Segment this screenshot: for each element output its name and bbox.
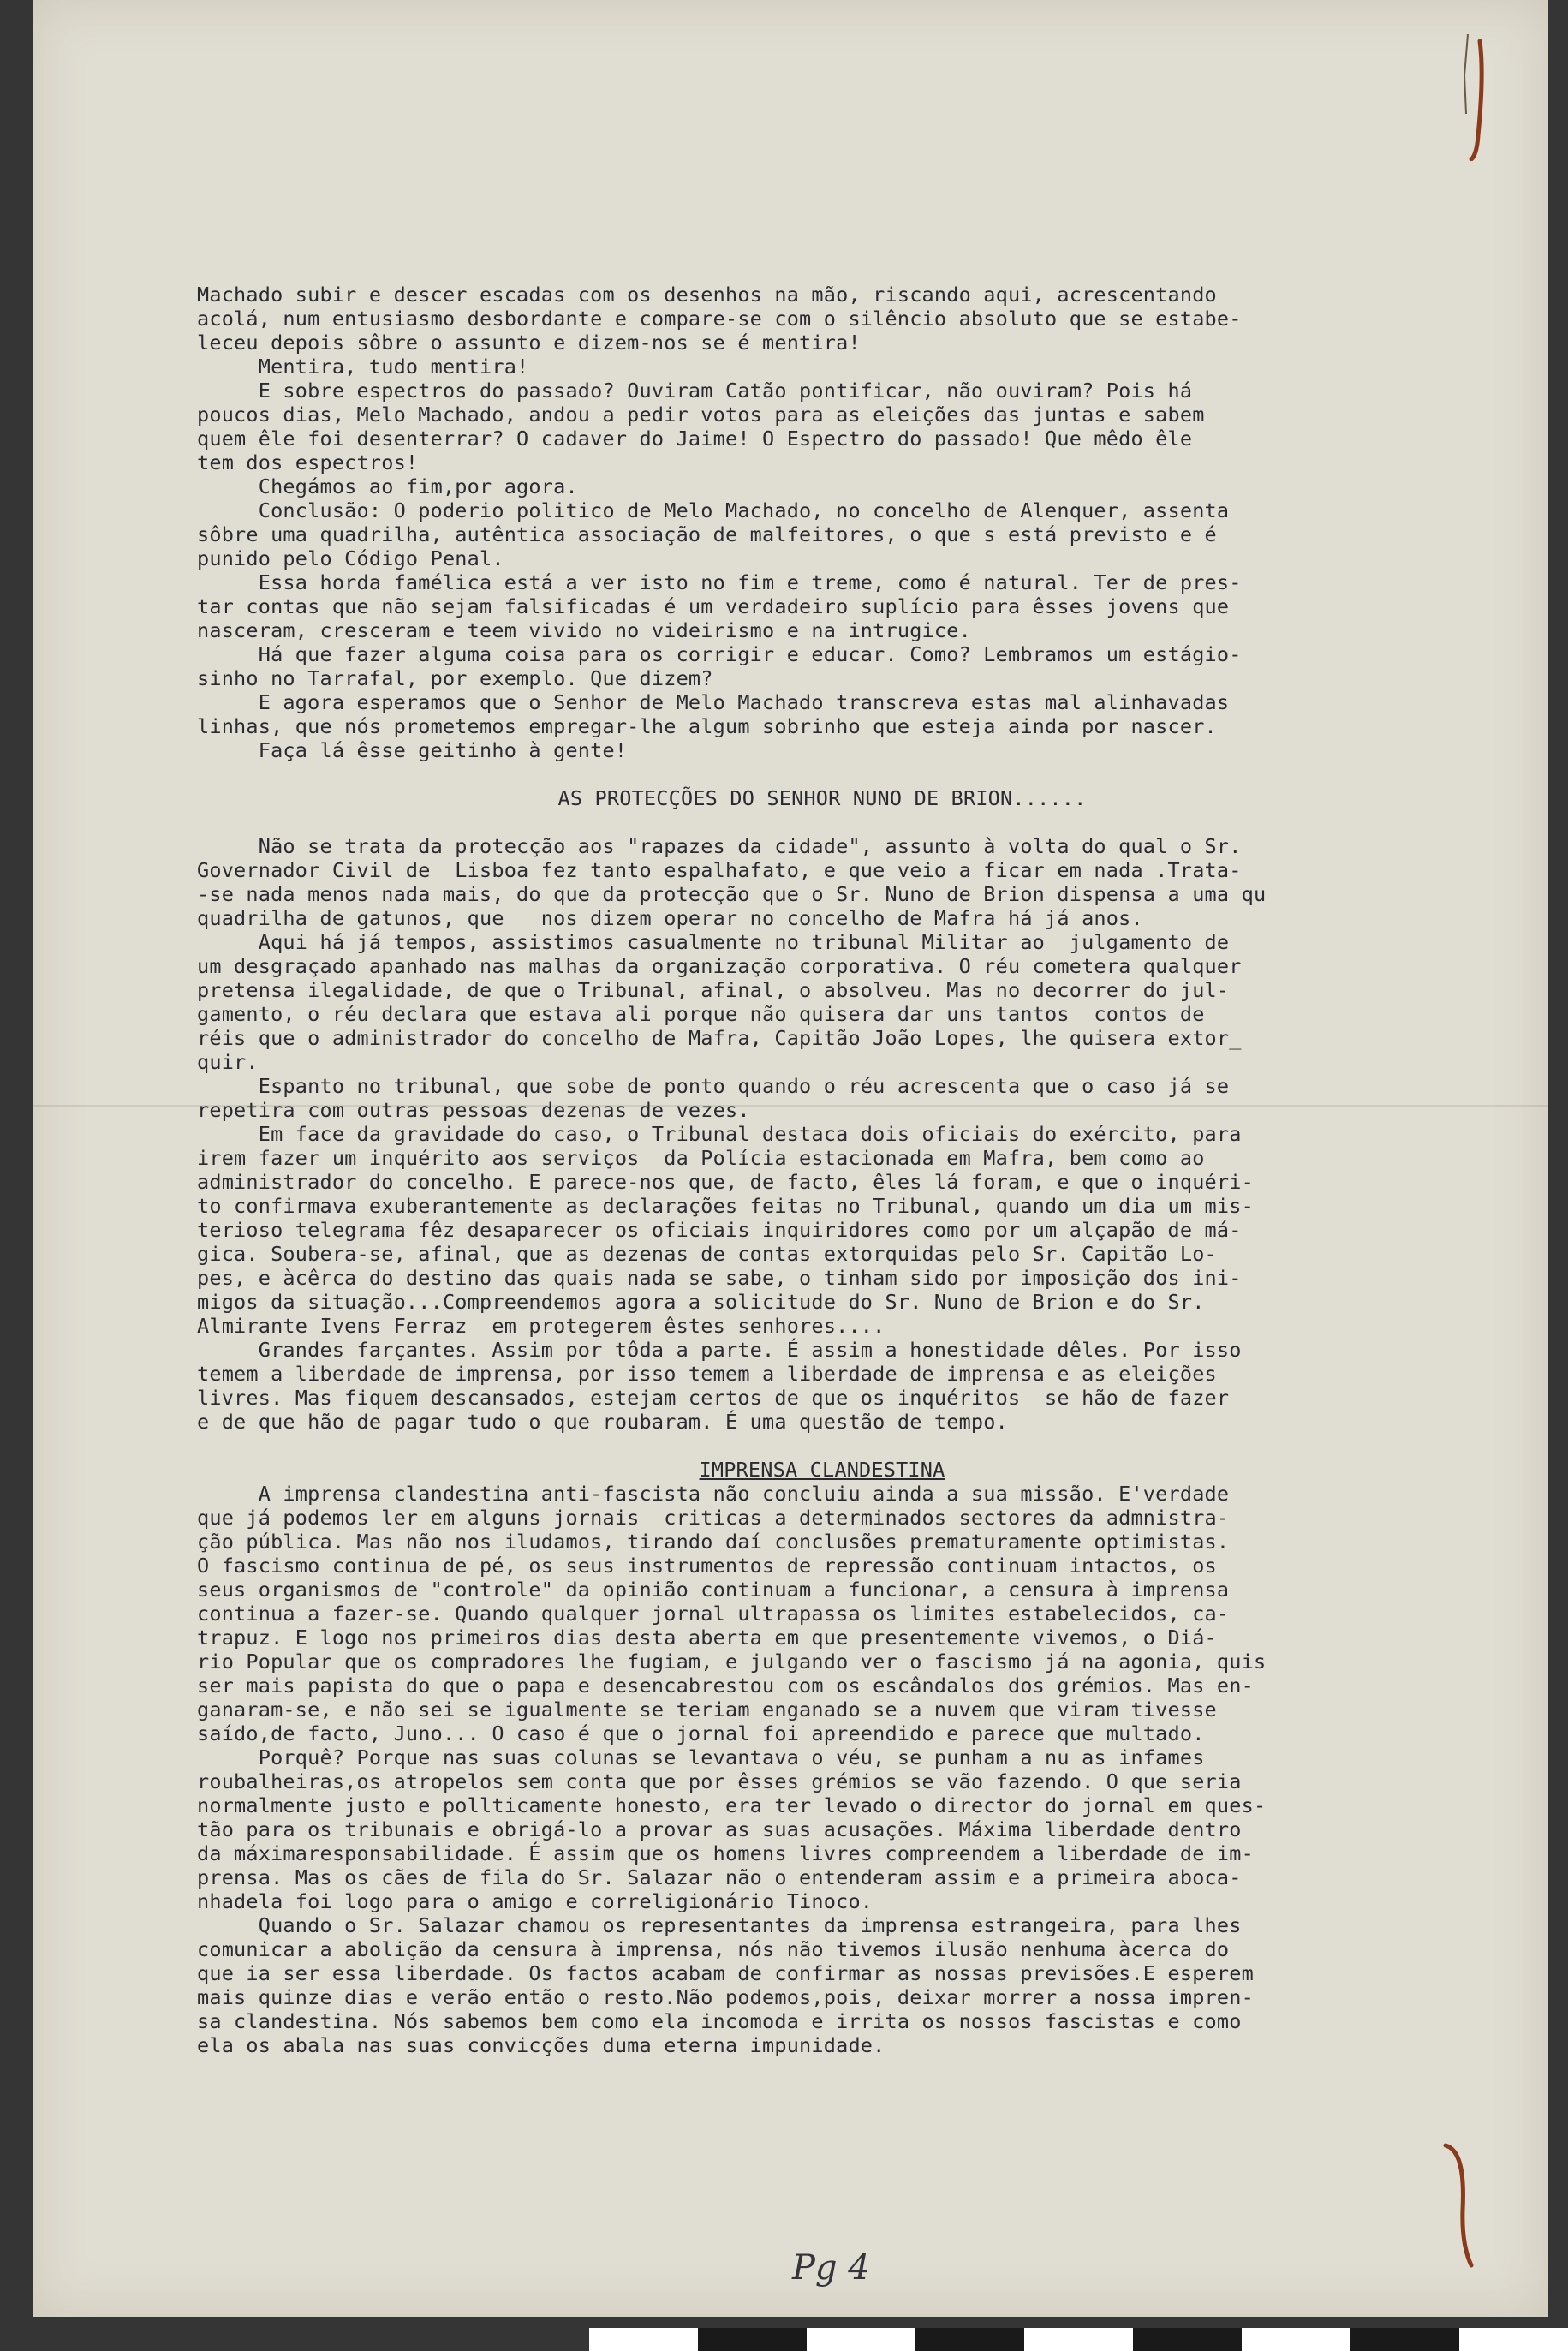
- scale-bar-segment: [1133, 2328, 1242, 2351]
- text-line: Faça lá êsse geitinho à gente!: [197, 738, 628, 762]
- text-line: Espanto no tribunal, que sobe de ponto quando o réu acrescenta que o caso já se: [197, 1074, 1230, 1098]
- text-line: Chegámos ao fim,por agora.: [197, 474, 578, 498]
- text-line: Há que fazer alguma coisa para os corrigir e educar. Como? Lembramos um estágio-: [197, 642, 1242, 666]
- text-line: -se nada menos nada mais, do que da protecção que o Sr. Nuno de Brion dispensa a uma qu: [197, 882, 1267, 906]
- text-line: administrador do concelho. E parece-nos que, de facto, êles lá foram, e que o inquéri-: [197, 1170, 1254, 1194]
- text-line: Almirante Ivens Ferraz em protegerem êstes senhores....: [197, 1314, 885, 1338]
- heading-protections: AS PROTECÇÕES DO SENHOR NUNO DE BRION......: [557, 786, 1087, 810]
- text-line: to confirmava exuberantemente as declarações feitas no Tribunal, quando um dia um mis-: [197, 1194, 1254, 1218]
- text-line: punido pelo Código Penal.: [197, 546, 504, 570]
- text-line: e de que hão de pagar tudo o que roubaram. É uma questão de tempo.: [197, 1410, 1008, 1434]
- text-line: ser mais papista do que o papa e desencabrestou com os escândalos dos grémios. Mas en-: [197, 1674, 1254, 1698]
- scale-bar-segment: [915, 2328, 1024, 2351]
- text-line: terioso telegrama fêz desaparecer os oficiais inquiridores como por um alçapão de má-: [197, 1218, 1242, 1242]
- text-line: ganaram-se, e não sei se igualmente se teriam enganado se a nuvem que viram tivesse: [197, 1698, 1217, 1721]
- text-line: rio Popular que os compradores lhe fugiam, e julgando ver o fascismo já na agonia, quis: [197, 1650, 1267, 1674]
- staple-rust-mark-bottom: [1437, 2141, 1484, 2270]
- text-line: pes, e àcêrca do destino das quais nada se sabe, o tinham sido por imposição dos ini-: [197, 1266, 1242, 1290]
- text-line: Essa horda famélica está a ver isto no fim e treme, como é natural. Ter de pres-: [197, 570, 1242, 594]
- text-line: tão para os tribunais e obrigá-lo a provar as suas acusações. Máxima liberdade dentro: [197, 1817, 1242, 1841]
- text-line: Aqui há já tempos, assistimos casualmente no tribunal Militar ao julgamento de: [197, 930, 1230, 954]
- text-line: seus organismos de "controle" da opinião continuam a funcionar, a censura à imprensa: [197, 1578, 1230, 1602]
- text-line: tar contas que não sejam falsificadas é um verdadeiro suplício para êsses jovens que: [197, 594, 1230, 618]
- section-clandestine-press: [197, 1482, 1447, 2057]
- text-line: temem a liberdade de imprensa, por isso temem a liberdade de imprensa e as eleições: [197, 1362, 1217, 1386]
- text-line: Conclusão: O poderio politico de Melo Machado, no concelho de Alenquer, assenta: [197, 498, 1230, 522]
- text-line: normalmente justo e pollticamente honesto, era ter levado o director do jornal em ques-: [197, 1793, 1267, 1817]
- typewritten-text: [197, 283, 1447, 2057]
- text-line: ção pública. Mas não nos iludamos, tirando daí conclusões prematuramente optimistas.: [197, 1530, 1230, 1554]
- section-nuno-de-brion: [197, 834, 1447, 1434]
- text-line: irem fazer um inquérito aos serviços da Polícia estacionada em Mafra, bem como ao: [197, 1146, 1205, 1170]
- text-line: sa clandestina. Nós sabemos bem como ela incomoda e irrita os nossos fascistas e como: [197, 2009, 1242, 2033]
- scale-bar-segment: [1024, 2328, 1133, 2351]
- text-line: A imprensa clandestina anti-fascista não concluiu ainda a sua missão. E'verdade: [197, 1482, 1230, 1506]
- text-line: O fascismo continua de pé, os seus instrumentos de repressão continuam intactos, os: [197, 1554, 1217, 1578]
- scale-bar-segment: [1350, 2328, 1459, 2351]
- text-line: que ia ser essa liberdade. Os factos acabam de confirmar as nossas previsões.E esperem: [197, 1961, 1254, 1985]
- scale-bar-segment: [807, 2328, 915, 2351]
- text-line: da máximaresponsabilidade. É assim que os homens livres compreendem a liberdade de im-: [197, 1841, 1254, 1865]
- text-line: Grandes farçantes. Assim por tôda a parte. É assim a honestidade dêles. Por isso: [197, 1338, 1242, 1362]
- text-line: repetira com outras pessoas dezenas de vezes.: [197, 1098, 750, 1122]
- text-line: nhadela foi logo para o amigo e correligionário Tinoco.: [197, 1889, 873, 1913]
- text-line: continua a fazer-se. Quando qualquer jornal ultrapassa os limites estabelecidos, ca-: [197, 1602, 1230, 1626]
- text-line: gamento, o réu declara que estava ali porque não quisera dar uns tantos contos de: [197, 1002, 1205, 1026]
- text-line: ela os abala nas suas convicções duma eterna impunidade.: [197, 2033, 885, 2057]
- text-line: comunicar a abolição da censura à imprensa, nós não tivemos ilusão nenhuma àcerca do: [197, 1937, 1230, 1961]
- text-line: gica. Soubera-se, afinal, que as dezenas de contas extorquidas pelo Sr. Capitão Lo-: [197, 1242, 1217, 1266]
- text-line: linhas, que nós prometemos empregar-lhe algum sobrinho que esteja ainda por nascer.: [197, 714, 1217, 738]
- text-line: sinho no Tarrafal, por exemplo. Que dizem?: [197, 666, 713, 690]
- text-line: E sobre espectros do passado? Ouviram Catão pontificar, não ouviram? Pois há: [197, 379, 1193, 403]
- text-line: mais quinze dias e verão então o resto.Não podemos,pois, deixar morrer a nossa impren-: [197, 1985, 1254, 2009]
- scale-bar-segment: [1242, 2328, 1350, 2351]
- text-line: Machado subir e descer escadas com os desenhos na mão, riscando aqui, acrescentando: [197, 283, 1217, 307]
- section-alenquer: [197, 283, 1447, 762]
- text-line: quem êle foi desenterrar? O cadaver do Jaime! O Espectro do passado! Que mêdo êle: [197, 427, 1193, 451]
- text-line: E agora esperamos que o Senhor de Melo Machado transcreva estas mal alinhavadas: [197, 690, 1230, 714]
- text-line: réis que o administrador do concelho de Mafra, Capitão João Lopes, lhe quisera extor_: [197, 1026, 1242, 1050]
- text-line: prensa. Mas os cães de fila do Sr. Salazar não o entenderam assim e a primeira aboca-: [197, 1865, 1242, 1889]
- text-line: Porquê? Porque nas suas colunas se levantava o véu, se punham a nu as infames: [197, 1745, 1205, 1769]
- text-line: que já podemos ler em alguns jornais criticas a determinados sectores da admnistra-: [197, 1506, 1230, 1530]
- text-line: poucos dias, Melo Machado, andou a pedir votos para as eleições das juntas e sabem: [197, 403, 1205, 427]
- text-line: pretensa ilegalidade, de que o Tribunal, afinal, o absolveu. Mas no decorrer do jul-: [197, 978, 1230, 1002]
- text-line: migos da situação...Compreendemos agora a solicitude do Sr. Nuno de Brion e do Sr.: [197, 1290, 1205, 1314]
- text-line: Em face da gravidade do caso, o Tribunal destaca dois oficiais do exército, para: [197, 1122, 1242, 1146]
- text-line: quir.: [197, 1050, 259, 1074]
- heading-clandestine-press: IMPRENSA CLANDESTINA: [699, 1458, 945, 1482]
- scale-bar-segment: [1459, 2328, 1568, 2351]
- text-line: trapuz. E logo nos primeiros dias desta aberta em que presentemente vivemos, o Diá-: [197, 1626, 1217, 1650]
- page-number-handwritten: Pg 4: [792, 2248, 870, 2288]
- document-page: [33, 0, 1548, 2317]
- text-line: roubalheiras,os atropelos sem conta que por êsses grémios se vão fazendo. O que seria: [197, 1769, 1242, 1793]
- scale-bar-segment: [698, 2328, 807, 2351]
- staple-rust-mark-top: [1449, 33, 1492, 161]
- text-line: sôbre uma quadrilha, autêntica associação de malfeitores, o que s está previsto e é: [197, 522, 1217, 546]
- text-line: leceu depois sôbre o assunto e dizem-nos se é mentira!: [197, 331, 861, 355]
- scale-bar-segment: [589, 2328, 698, 2351]
- text-line: acolá, num entusiasmo desbordante e compare-se com o silêncio absoluto que se estabe-: [197, 307, 1242, 331]
- text-line: saído,de facto, Juno... O caso é que o jornal foi apreendido e parece que multado.: [197, 1721, 1205, 1745]
- text-line: Quando o Sr. Salazar chamou os representantes da imprensa estrangeira, para lhes: [197, 1913, 1242, 1937]
- text-line: Governador Civil de Lisboa fez tanto espalhafato, e que veio a ficar em nada .Trata-: [197, 858, 1242, 882]
- text-line: tem dos espectros!: [197, 451, 419, 474]
- text-line: nasceram, cresceram e teem vivido no videirismo e na intrugice.: [197, 618, 971, 642]
- text-line: Mentira, tudo mentira!: [197, 355, 529, 379]
- color-scale-bar: [589, 2328, 1568, 2351]
- text-line: um desgraçado apanhado nas malhas da organização corporativa. O réu cometera qualquer: [197, 954, 1242, 978]
- text-line: quadrilha de gatunos, que nos dizem operar no concelho de Mafra há já anos.: [197, 906, 1143, 930]
- text-line: Não se trata da protecção aos "rapazes da cidade", assunto à volta do qual o Sr.: [197, 834, 1242, 858]
- text-line: livres. Mas fiquem descansados, estejam certos de que os inquéritos se hão de fazer: [197, 1386, 1230, 1410]
